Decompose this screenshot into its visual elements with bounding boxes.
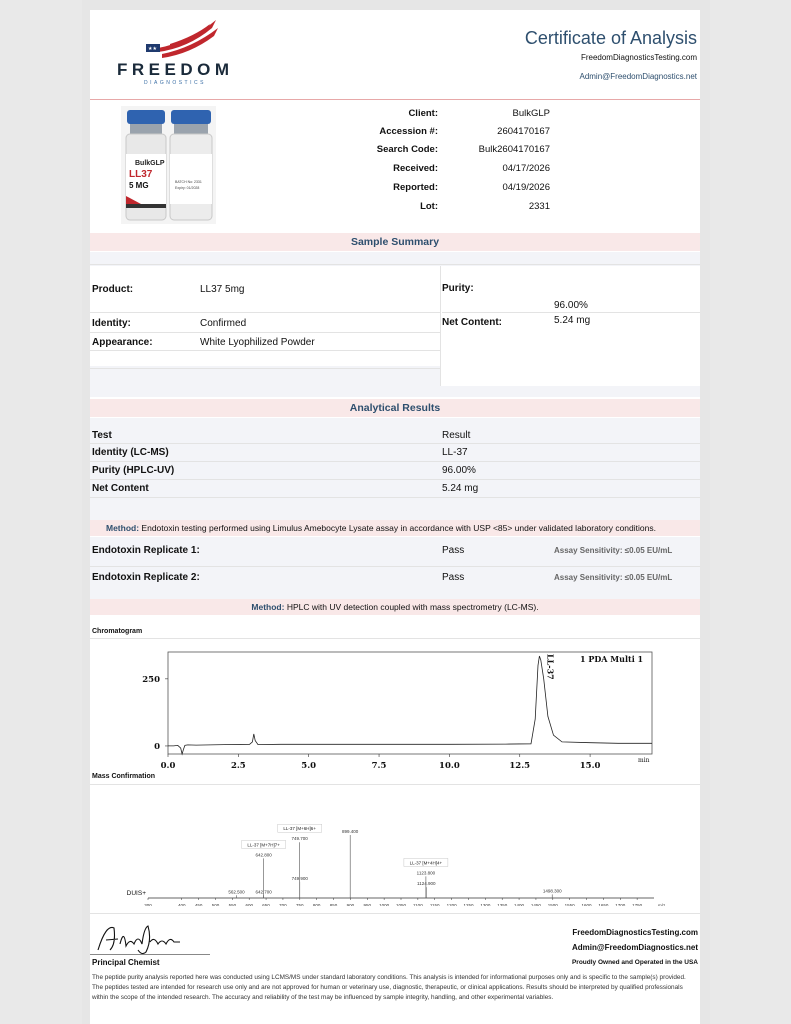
summary-rule bbox=[90, 350, 440, 351]
endotoxin-rep1-name: Endotoxin Replicate 1: bbox=[92, 545, 200, 556]
results-rule bbox=[90, 497, 700, 498]
mass-x-tick-label: 1600 bbox=[581, 903, 592, 906]
mass-x-tick-label: 300 bbox=[144, 903, 152, 906]
mass-x-tick-label: 1250 bbox=[463, 903, 474, 906]
logo-subtitle: DIAGNOSTICS bbox=[144, 80, 206, 86]
mass-x-tick-label: 900 bbox=[346, 903, 355, 906]
analytical-results-band bbox=[90, 399, 700, 417]
appearance-label: Appearance: bbox=[92, 337, 153, 348]
results-rule bbox=[90, 461, 700, 462]
chromatogram-frame bbox=[168, 652, 652, 754]
mass-x-tick-label: 750 bbox=[296, 903, 304, 906]
ion-annotation: LL-37 [M+4H]4+ bbox=[409, 860, 443, 866]
x-axis-label: min bbox=[638, 757, 650, 764]
received-value: 04/17/2026 bbox=[502, 163, 550, 174]
product-value: LL37 5mg bbox=[200, 284, 245, 295]
footer-tagline: Proudly Owned and Operated in the USA bbox=[571, 959, 698, 966]
certificate-sheet bbox=[90, 10, 700, 1024]
mass-x-tick-label: 1100 bbox=[413, 903, 423, 906]
hplc-method-label: Method: bbox=[251, 602, 285, 612]
mass-spectrum-chart bbox=[90, 800, 700, 906]
x-tick-label: 10.0 bbox=[439, 761, 460, 770]
hplc-method bbox=[90, 602, 700, 612]
identity-label: Identity: bbox=[92, 318, 131, 329]
client-label: Client: bbox=[408, 108, 438, 119]
results-row-test: Identity (LC-MS) bbox=[92, 447, 169, 458]
x-tick-label: 7.5 bbox=[371, 761, 387, 770]
mass-x-tick-label: 1750 bbox=[632, 903, 643, 906]
endotoxin-method-band bbox=[90, 520, 700, 536]
mass-x-tick-label: 400 bbox=[177, 903, 186, 906]
results-col-test: Test bbox=[92, 430, 112, 441]
mass-peak-label: 642.700 bbox=[255, 889, 272, 895]
x-tick-label: 2.5 bbox=[230, 761, 246, 770]
flag-swoosh-icon bbox=[140, 18, 220, 58]
page-title: Certificate of Analysis bbox=[524, 28, 697, 48]
identity-value: Confirmed bbox=[200, 318, 247, 329]
vial-brand: BulkGLP bbox=[135, 160, 165, 167]
endotoxin-rep2-result: Pass bbox=[442, 572, 465, 583]
endotoxin-rep1-result: Pass bbox=[442, 545, 465, 556]
y-tick-label: 250 bbox=[142, 674, 160, 685]
footer-email: Admin@FreedomDiagnostics.net bbox=[571, 943, 698, 952]
chromatogram-rule bbox=[90, 638, 700, 639]
mass-x-tick-label: 950 bbox=[363, 903, 372, 906]
vial-dose: 5 MG bbox=[129, 181, 149, 190]
mass-x-tick-label: 500 bbox=[211, 903, 220, 906]
mass-x-tick-label: 1350 bbox=[497, 903, 508, 906]
endotoxin-method-text: Endotoxin testing performed using Limulus Amebocyte Lysate assay in accordance with USP <85> under validated laboratory conditions. bbox=[141, 523, 656, 533]
mass-peak-label: 562.500 bbox=[228, 889, 245, 895]
mass-x-tick-label: 1200 bbox=[446, 903, 457, 906]
endotoxin-rep1-sensitivity: Assay Sensitivity: ≤0.05 EU/mL bbox=[554, 546, 673, 555]
header-divider bbox=[90, 99, 700, 100]
search-code-value: Bulk2604170167 bbox=[478, 144, 550, 155]
client-value: BulkGLP bbox=[512, 108, 550, 119]
mass-peak-label: 1498.300 bbox=[542, 888, 562, 894]
results-col-result: Result bbox=[442, 430, 471, 441]
product-vials-image bbox=[121, 106, 216, 224]
summary-rule bbox=[90, 312, 440, 313]
vial-batch: BATCH No: 2331 bbox=[175, 180, 202, 184]
endotoxin-method bbox=[106, 523, 656, 533]
chromatogram-legend: 1 PDA Multi 1 bbox=[580, 654, 644, 664]
analytical-results-panel bbox=[90, 418, 700, 523]
chromatogram-title: Chromatogram bbox=[92, 628, 143, 635]
mass-x-tick-label: 1500 bbox=[547, 903, 558, 906]
signer-role: Principal Chemist bbox=[92, 958, 160, 967]
accession-value: 2604170167 bbox=[497, 126, 550, 137]
ion-annotation: LL-37 [M+7H]7+ bbox=[247, 842, 280, 848]
mass-x-tick-label: 1650 bbox=[598, 903, 609, 906]
mass-peak-label: 749.900 bbox=[291, 875, 308, 881]
mass-x-tick-label: 1050 bbox=[395, 903, 407, 906]
mass-peak-label: 1124.900 bbox=[417, 881, 436, 887]
header-website: FreedomDiagnosticsTesting.com bbox=[580, 53, 697, 62]
summary-rule bbox=[90, 368, 440, 369]
mass-x-tick-label: 450 bbox=[194, 903, 203, 906]
mass-x-tick-label: 700 bbox=[279, 903, 287, 906]
results-row-result: 5.24 mg bbox=[442, 483, 479, 494]
net-content-label: Net Content: bbox=[442, 317, 502, 328]
mass-x-tick-label: 1000 bbox=[379, 903, 390, 906]
signature-image bbox=[94, 920, 184, 956]
search-code-label: Search Code: bbox=[376, 144, 438, 155]
summary-divider bbox=[440, 266, 441, 386]
results-row-test: Net Content bbox=[92, 483, 149, 494]
hplc-method-text: HPLC with UV detection coupled with mass spectrometry (LC-MS). bbox=[286, 602, 539, 612]
disclaimer-text: The peptide purity analysis reported here was conducted using LCMS/MS under standard laboratory conditions. This analysis is intended for informational purposes only and is specific to the sample(s) provided. The peptides tested are intended for research use only and are not approved for human or veterinary use, diagnostic, therapeutic, or clinical applications. Results should be interpreted by qualified professionals within the scope of the intended research. The accuracy and reliability of the test may be influenced by sample integrity, handling, and other experimental variables. bbox=[92, 974, 686, 1001]
endotoxin-rep2-sensitivity: Assay Sensitivity: ≤0.05 EU/mL bbox=[554, 573, 673, 582]
summary-rule bbox=[90, 332, 440, 333]
appearance-value: White Lyophilized Powder bbox=[200, 337, 315, 348]
received-label: Received: bbox=[393, 163, 438, 174]
vial-product-name: LL37 bbox=[129, 169, 153, 180]
x-tick-label: 15.0 bbox=[579, 761, 601, 770]
footer-website: FreedomDiagnosticsTesting.com bbox=[572, 928, 698, 937]
reported-label: Reported: bbox=[393, 182, 438, 193]
mass-x-tick-label: 800 bbox=[312, 903, 321, 906]
mass-x-tick-label: 1300 bbox=[480, 903, 491, 906]
endotoxin-method-label: Method: bbox=[106, 523, 140, 533]
results-row-test: Purity (HPLC-UV) bbox=[92, 465, 175, 476]
analytical-results-title: Analytical Results bbox=[349, 402, 441, 414]
mass-x-tick-label: 1450 bbox=[530, 903, 541, 906]
product-label: Product: bbox=[92, 284, 134, 295]
summary-rule bbox=[442, 312, 700, 313]
mass-spectrum-rule bbox=[90, 913, 700, 914]
results-rule bbox=[90, 443, 700, 444]
ion-annotation: LL-37 [M+6H]6+ bbox=[283, 826, 316, 832]
net-content-value: 5.24 mg bbox=[554, 315, 591, 326]
purity-label: Purity: bbox=[442, 283, 474, 294]
y-tick-label: 0 bbox=[154, 741, 160, 752]
mass-x-tick-label: 1550 bbox=[564, 903, 575, 906]
mass-peak-label: 749.700 bbox=[291, 836, 308, 842]
peak-annotation: LL-37 bbox=[545, 654, 556, 680]
mass-x-tick-label: 850 bbox=[329, 903, 338, 906]
mass-x-tick-label: 1400 bbox=[514, 903, 525, 906]
endotoxin-rule bbox=[90, 566, 700, 567]
summary-left-box bbox=[90, 266, 440, 366]
lot-label: Lot: bbox=[420, 201, 438, 212]
results-rule bbox=[90, 479, 700, 480]
mass-x-tick-label: 600 bbox=[245, 903, 253, 906]
header-email: Admin@FreedomDiagnostics.net bbox=[579, 72, 697, 81]
vial-expiry: Expiry: 01/2028 bbox=[175, 186, 200, 190]
logo-wordmark: FREEDOM bbox=[117, 60, 234, 79]
endotoxin-rep2-name: Endotoxin Replicate 2: bbox=[92, 572, 200, 583]
mass-peak-label: 1123.800 bbox=[416, 870, 436, 876]
sample-summary-title: Sample Summary bbox=[350, 236, 440, 248]
x-tick-label: 12.5 bbox=[509, 761, 531, 770]
mass-peak-label: 642.800 bbox=[255, 852, 272, 858]
hplc-method-band bbox=[90, 599, 700, 615]
mass-x-tick-label: 1700 bbox=[615, 903, 626, 906]
sample-summary-band bbox=[90, 233, 700, 251]
results-row-result: 96.00% bbox=[442, 465, 476, 476]
mass-spectrum-rule bbox=[90, 784, 700, 785]
accession-label: Accession #: bbox=[379, 126, 438, 137]
chromatogram-chart bbox=[90, 640, 700, 770]
mass-x-axis-label: m/z bbox=[658, 903, 666, 906]
purity-value: 96.00% bbox=[554, 300, 588, 311]
svg-text:★★: ★★ bbox=[148, 46, 157, 52]
mass-x-tick-label: 1150 bbox=[429, 903, 440, 906]
mass-y-label: DUIS+ bbox=[126, 890, 146, 897]
results-row-result: LL-37 bbox=[442, 447, 468, 458]
chromatogram-trace bbox=[168, 656, 652, 754]
mass-x-tick-label: 650 bbox=[262, 903, 270, 906]
summary-rule bbox=[90, 264, 700, 265]
mass-confirmation-title: Mass Confirmation bbox=[92, 773, 156, 780]
mass-peak-label: 899.400 bbox=[342, 829, 359, 834]
x-tick-label: 5.0 bbox=[301, 761, 317, 770]
x-tick-label: 0.0 bbox=[160, 761, 176, 770]
signature-line bbox=[90, 954, 210, 955]
mass-x-tick-label: 550 bbox=[228, 903, 237, 906]
lot-value: 2331 bbox=[528, 201, 550, 212]
reported-value: 04/19/2026 bbox=[502, 182, 550, 193]
